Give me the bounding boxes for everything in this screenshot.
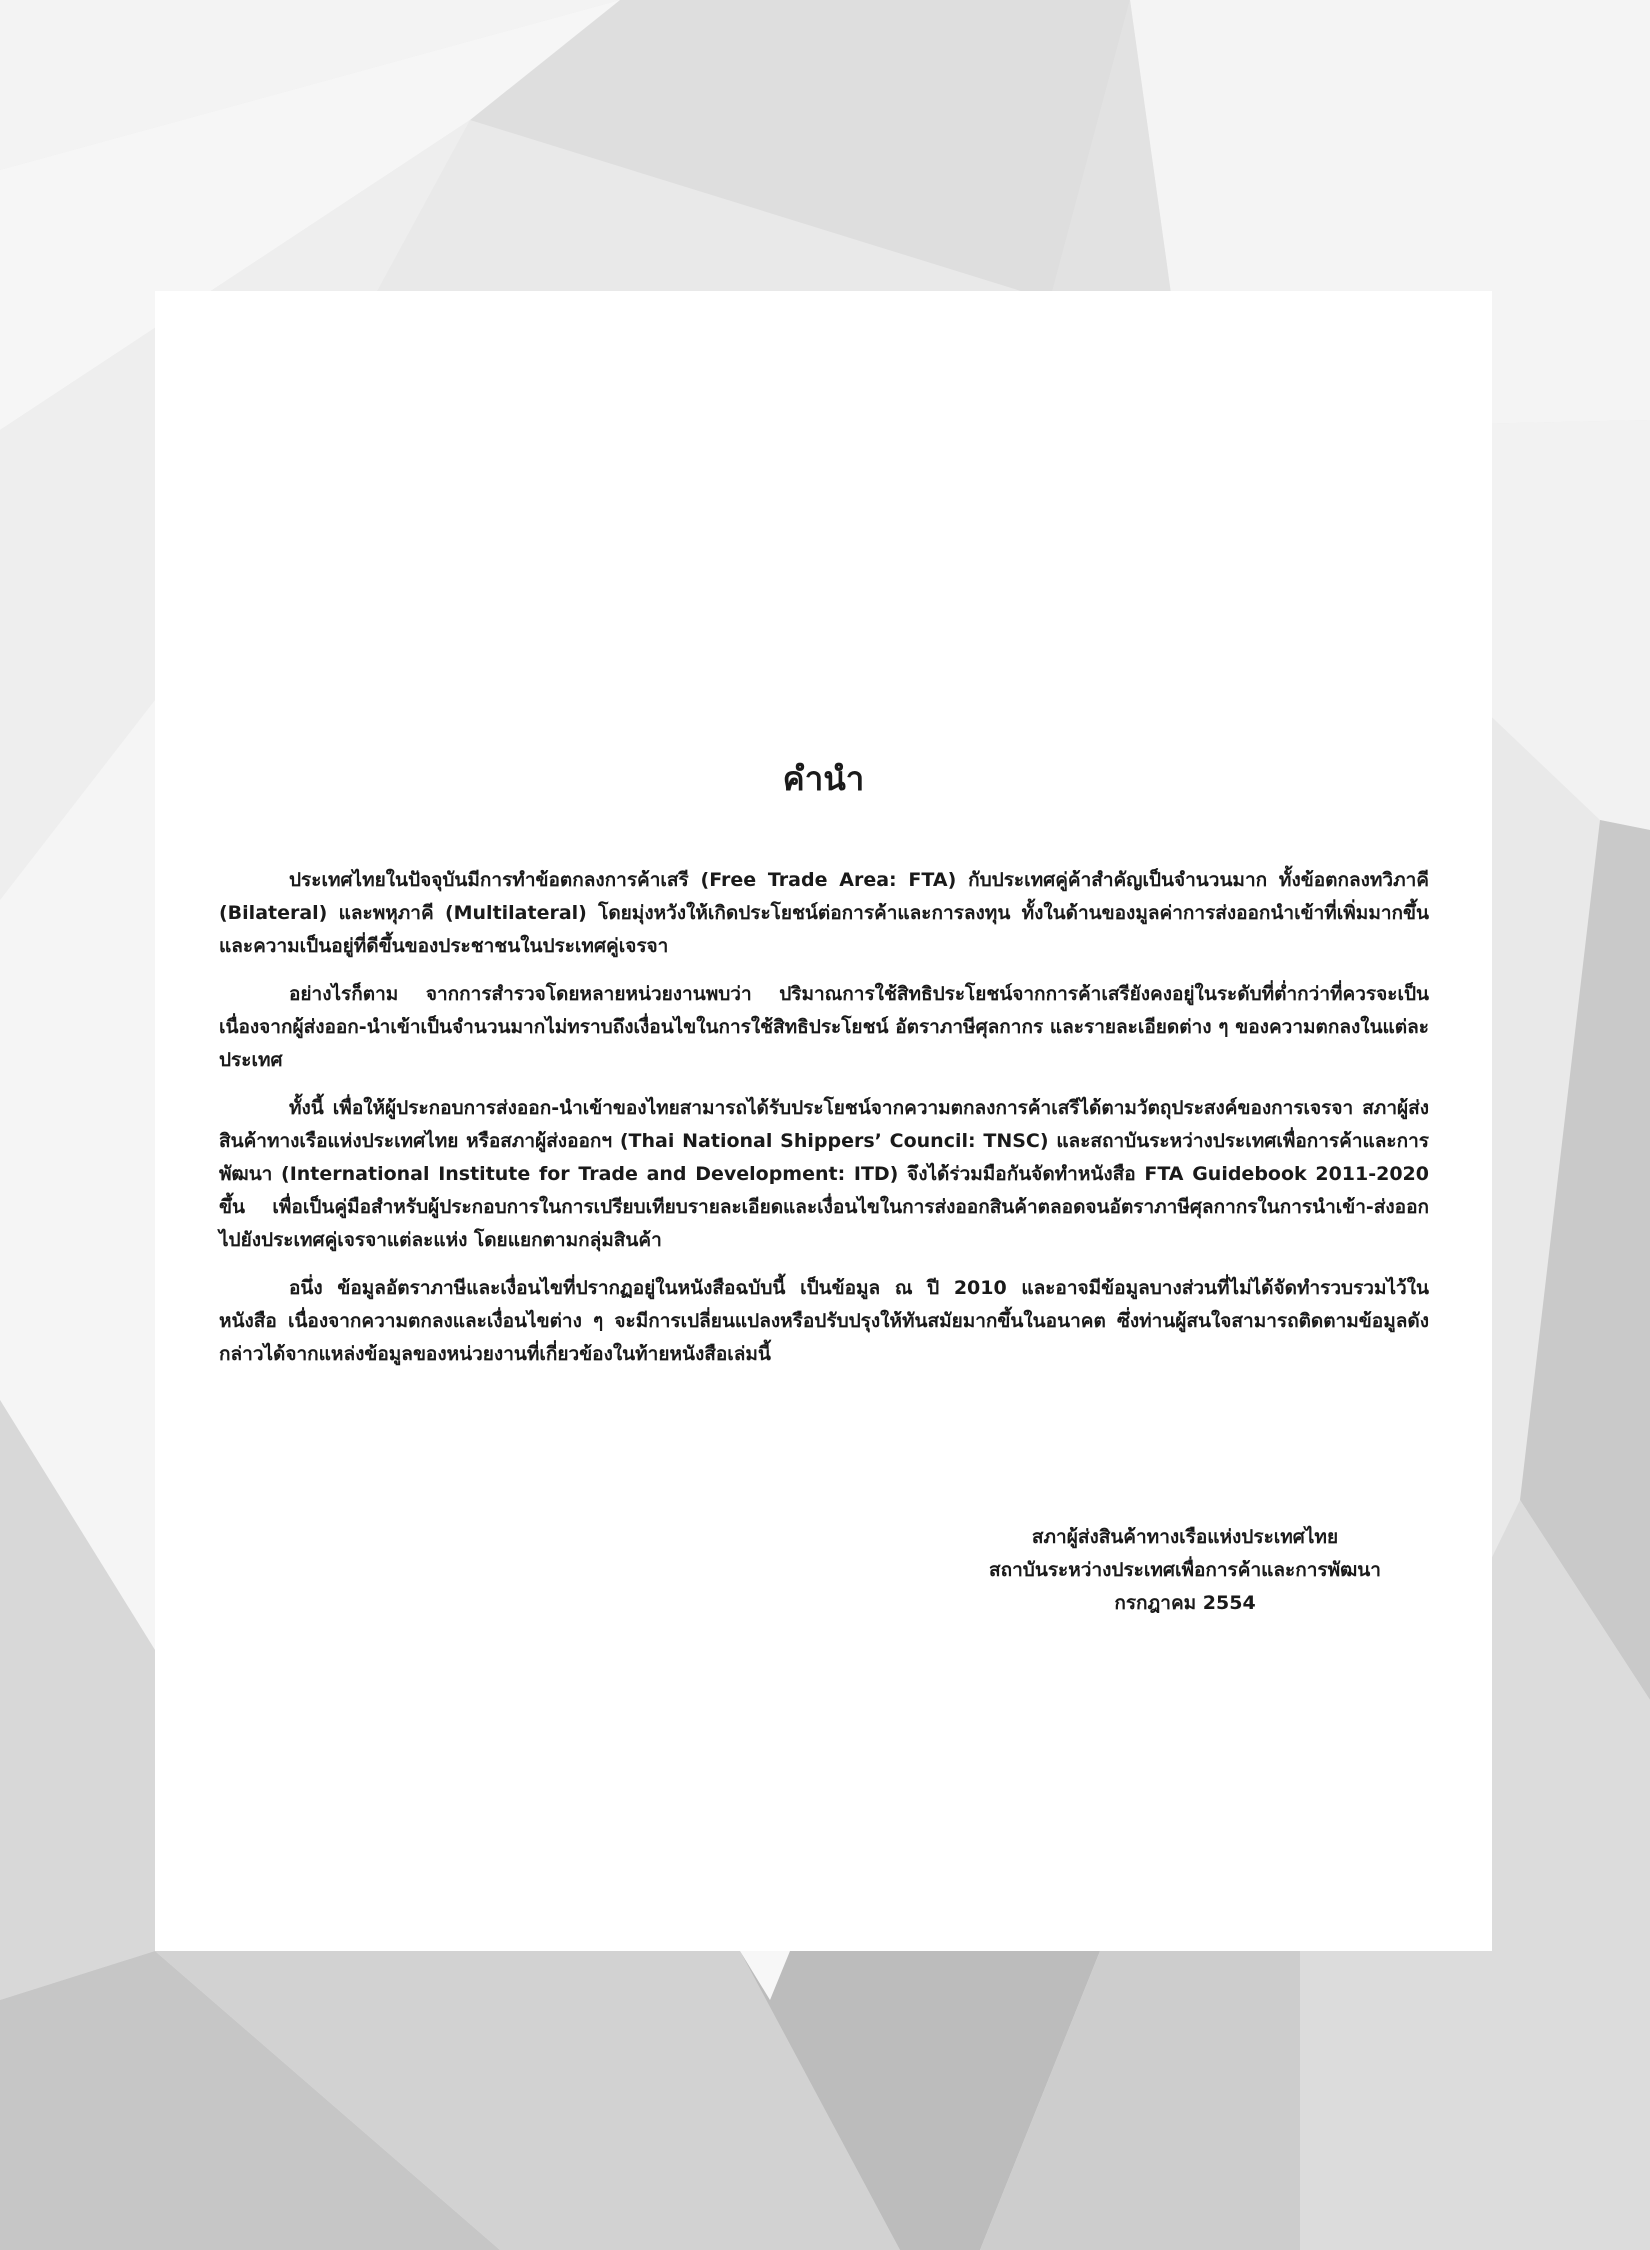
paragraph-3: ทั้งนี้ เพื่อให้ผู้ประกอบการส่งออก-นำเข้าของไทยสามารถได้รับประโยชน์จากความตกลงการค้าเสรีได้ตามวัตถุประสงค์ของการเจรจา สภาผู้ส่งสินค้าทางเรือแห่งประเทศไทย หรือสภาผู้ส่งออกฯ (Thai National Shippers’ Council: TNSC) และสถาบันระหว่างประเทศเพื่อการค้าและการพัฒนา (International Institute for Trade and Development: ITD) จึงได้ร่วมมือกันจัดทำหนังสือ FTA Guidebook 2011-2020 ขึ้น เพื่อเป็นคู่มือสำหรับผู้ประกอบการในการเปรียบเทียบรายละเอียดและเงื่อนไขในการส่งออกสินค้าตลอดจนอัตราภาษีศุลกากรในการนำเข้า-ส่งออกไปยังประเทศคู่เจรจาแต่ละแห่ง โดยแยกตามกลุ่มสินค้า bbox=[219, 1097, 1429, 1251]
paragraph-2: อย่างไรก็ตาม จากการสำรวจโดยหลายหน่วยงานพบว่า ปริมาณการใช้สิทธิประโยชน์จากการค้าเสรียังคงอยู่ในระดับที่ต่ำกว่าที่ควรจะเป็น เนื่องจากผู้ส่งออก-นำเข้าเป็นจำนวนมากไม่ทราบถึงเงื่อนไขในการใช้สิทธิประโยชน์ อัตราภาษีศุลกากร และรายละเอียดต่าง ๆ ของความตกลงในแต่ละประเทศ bbox=[219, 983, 1429, 1071]
signature-org-1: สภาผู้ส่งสินค้าทางเรือแห่งประเทศไทย bbox=[1031, 1526, 1339, 1548]
paragraph-4: อนึ่ง ข้อมูลอัตราภาษีและเงื่อนไขที่ปรากฏอยู่ในหนังสือฉบับนี้ เป็นข้อมูล ณ ปี 2010 และอาจมีข้อมูลบางส่วนที่ไม่ได้จัดทำรวบรวมไว้ในหนังสือ เนื่องจากความตกลงและเงื่อนไขต่าง ๆ จะมีการเปลี่ยนแปลงหรือปรับปรุงให้ทันสมัยมากขึ้นในอนาคต ซึ่งท่านผู้สนใจสามารถติดตามข้อมูลดังกล่าวได้จากแหล่งข้อมูลของหน่วยงานที่เกี่ยวข้องในท้ายหนังสือเล่มนี้ bbox=[219, 1277, 1429, 1365]
signature-date: กรกฎาคม 2554 bbox=[1114, 1592, 1256, 1614]
signature-org-2: สถาบันระหว่างประเทศเพื่อการค้าและการพัฒนา bbox=[989, 1559, 1381, 1581]
signature-block bbox=[975, 1521, 1395, 1620]
document-page bbox=[155, 291, 1492, 1951]
page-title: คำนำ bbox=[782, 759, 865, 798]
paragraph-1: ประเทศไทยในปัจจุบันมีการทำข้อตกลงการค้าเสรี (Free Trade Area: FTA) กับประเทศคู่ค้าสำคัญเป็นจำนวนมาก ทั้งข้อตกลงทวิภาคี (Bilateral) และพหุภาคี (Multilateral) โดยมุ่งหวังให้เกิดประโยชน์ต่อการค้าและการลงทุน ทั้งในด้านของมูลค่าการส่งออกนำเข้าที่เพิ่มมากขึ้นและความเป็นอยู่ที่ดีขึ้นของประชาชนในประเทศคู่เจรจา bbox=[219, 869, 1429, 957]
preface-body bbox=[219, 864, 1429, 1386]
